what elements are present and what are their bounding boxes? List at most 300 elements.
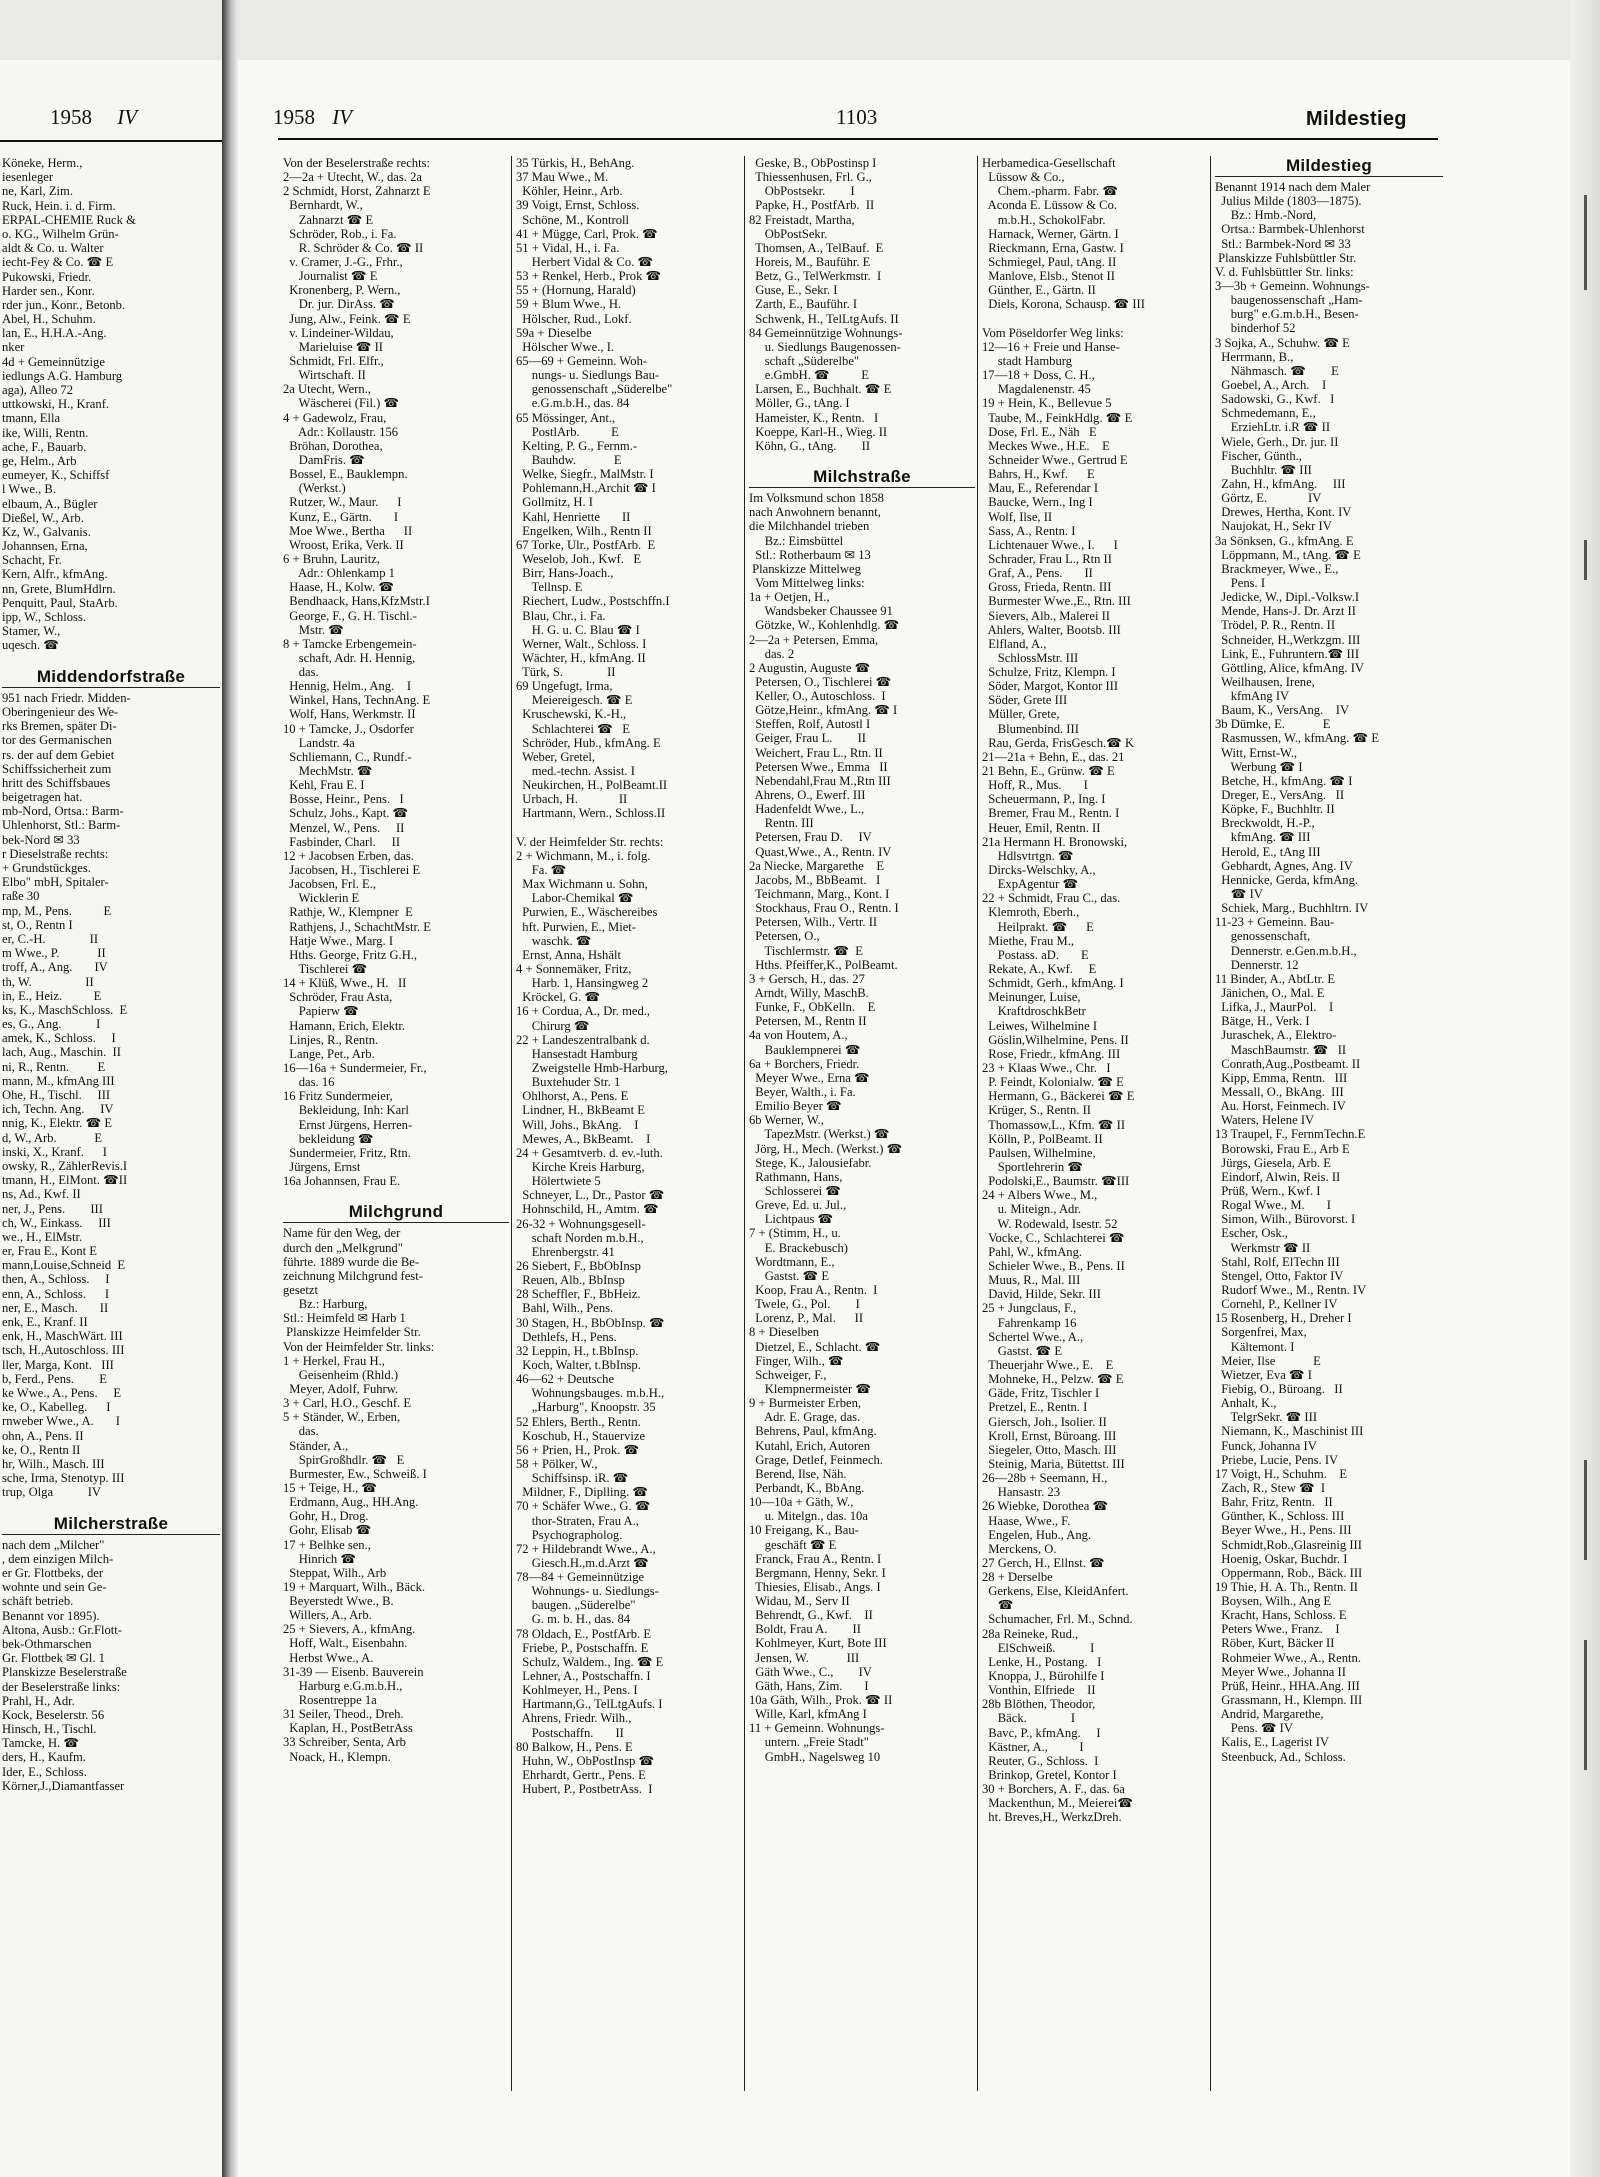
directory-entry-line: untern. „Freie Stadt" [749, 1735, 869, 1750]
directory-entry-line: Hoenig, Oskar, Buchdr. I [1215, 1551, 1348, 1566]
directory-entry-line: Blumenbind. III [982, 721, 1079, 736]
directory-entry-line: Rasmussen, W., kfmAng. ☎ E [1215, 731, 1380, 746]
directory-entry-line: ch, W., Einkass. III [2, 1215, 111, 1230]
directory-entry-line: Schulz, Johs., Kapt. ☎ [283, 806, 409, 821]
directory-entry-line: MechMstr. ☎ [283, 764, 373, 779]
directory-entry-line: Tischlermstr. ☎ E [749, 943, 864, 958]
directory-entry-line: ipp, W., Schloss. [2, 610, 86, 624]
directory-entry-line: schaft, Adr. H. Hennig, [283, 650, 416, 665]
right-page-edge [1570, 0, 1600, 2177]
header-rule [278, 138, 1438, 140]
directory-entry-line: Trödel, P. R., Rentn. II [1215, 618, 1336, 633]
directory-entry-line: Dose, Frl. E., Näh E [982, 424, 1097, 439]
directory-entry-line: Götzke, W., Kohlenhdlg. ☎ [749, 618, 900, 633]
directory-entry-line: Planskizze Mittelweg [749, 561, 861, 576]
directory-entry-line: Wohnungs- u. Siedlungs- [516, 1584, 659, 1599]
directory-entry-line: Hölertwiete 5 [516, 1174, 601, 1189]
directory-entry-line: mann,Louise,Schneid E [2, 1258, 126, 1273]
directory-entry-line: inski, X., Kranf. I [2, 1144, 107, 1159]
directory-entry-line: ☎ IV [1215, 887, 1263, 902]
directory-entry-line: Fiebig, O., Büroang. II [1215, 1381, 1343, 1396]
directory-entry-line: Ohlhorst, A., Pens. E [516, 1089, 629, 1104]
directory-entry-line: zeichnung Milchgrund fest- [283, 1268, 423, 1283]
directory-entry-line: Benannt 1914 nach dem Maler [1215, 180, 1371, 194]
directory-entry-line: 951 nach Friedr. Midden- [2, 690, 131, 705]
directory-entry-line: Rathmann, Hans, [749, 1169, 843, 1184]
directory-entry-line: 56 + Prien, H., Prok. ☎ [516, 1442, 640, 1457]
directory-entry-line: Ohe, H., Tischl. III [2, 1088, 111, 1102]
directory-entry-line: Ernst, Anna, Hshält [516, 947, 621, 962]
directory-entry-line: ge, Helm., Arb [2, 453, 77, 468]
directory-entry-line: Kalis, E., Lagerist IV [1215, 1735, 1330, 1750]
directory-entry-line: 17 + Belhke sen., [283, 1537, 371, 1552]
directory-entry-line: Werkmstr ☎ II [1215, 1240, 1311, 1255]
directory-entry-line: Ehrhardt, Gertr., Pens. E [516, 1768, 646, 1783]
directory-entry-line: Bremer, Frau M., Rentn. I [982, 806, 1120, 821]
directory-entry-line: iesenleger [2, 170, 54, 185]
directory-entry-line: Hadenfeldt Wwe., L., [749, 802, 865, 817]
directory-entry-line: Sorgenfrei, Max, [1215, 1325, 1307, 1340]
directory-entry-line: Jacobsen, Frl. E., [283, 877, 377, 892]
directory-entry-line: Mende, Hans-J. Dr. Arzt II [1215, 604, 1356, 619]
directory-entry-line: Knoppa, J., Bürohilfe I [982, 1669, 1105, 1684]
directory-entry-line: Simon, Wilh., Bürovorst. I [1215, 1212, 1356, 1227]
directory-entry-line: 7 + (Stimm, H., u. [749, 1226, 841, 1241]
directory-entry-line: Funck, Johanna IV [1215, 1438, 1317, 1453]
directory-entry-line: Schneyer, L., Dr., Pastor ☎ [516, 1188, 665, 1203]
directory-entry-line: 32 Leppin, H., t.BbInsp. [516, 1343, 639, 1358]
directory-entry-line: o. KG., Wilhelm Grün- [2, 226, 119, 241]
directory-entry-line: Stl.: Heimfeld ✉ Harb 1 [283, 1311, 406, 1326]
directory-entry-line: 4 + Gadewolz, Frau, [283, 410, 387, 425]
directory-entry-line: Rentn. III [749, 816, 814, 831]
directory-entry-line: Mackenthun, M., Meierei☎ [982, 1796, 1134, 1811]
directory-entry-line: Planskizze Beselerstraße [2, 1665, 127, 1680]
directory-entry-line: waschk. ☎ [516, 933, 592, 948]
directory-entry-line: wohnte und sein Ge- [2, 1580, 107, 1595]
directory-entry-line: Uhlenhorst, Stl.: Barm- [2, 818, 121, 833]
directory-entry-line: er, C.-H. II [2, 931, 99, 946]
directory-entry-line: 59a + Dieselbe [516, 325, 592, 340]
directory-entry-line: ders, H., Kaufm. [2, 1750, 86, 1765]
directory-entry-line: Pohlemann,H.,Archit ☎ I [516, 481, 656, 496]
directory-entry-line: rks Bremen, später Di- [2, 719, 117, 734]
directory-entry-line: Hamann, Erich, Elektr. [283, 1018, 406, 1033]
street-heading: Milchstraße [749, 467, 975, 488]
directory-entry-line: ElSchweiß. I [982, 1640, 1095, 1655]
directory-entry-line: Wietzer, Eva ☎ I [1215, 1367, 1312, 1382]
directory-entry-line: Hölscher, Rud., Lokf. [516, 311, 632, 326]
directory-entry-line: Baum, K., VersAng. IV [1215, 703, 1350, 718]
directory-entry-line: Taube, M., FeinkHdlg. ☎ E [982, 410, 1133, 425]
directory-entry-line: Miethe, Frau M., [982, 933, 1074, 948]
directory-entry-line: Schmidt, Gerh., kfmAng. I [982, 976, 1124, 991]
directory-entry-line: 65 Mössinger, Ant., [516, 410, 616, 425]
directory-entry-line: ObPostSekr. [749, 226, 828, 241]
directory-entry-line: Conrath,Aug.,Postbeamt. II [1215, 1056, 1361, 1071]
directory-entry-line: 26 Wiebke, Dorothea ☎ [982, 1499, 1109, 1514]
edge-tab-mark [1584, 1640, 1587, 1770]
directory-entry-line: Körner,J.,Diamantfasser [2, 1778, 125, 1793]
directory-entry-line: 11 Binder, A., AbtLtr. E [1215, 971, 1336, 986]
left-header-volume: IV [117, 105, 138, 129]
directory-entry-line: W. Rodewald, Isestr. 52 [982, 1216, 1118, 1231]
directory-entry-line: Behrens, Paul, kfmAng. [749, 1424, 877, 1439]
directory-entry-line: SchlossMstr. III [982, 650, 1079, 665]
directory-entry-line: Ahlers, Walter, Bootsb. III [982, 622, 1121, 637]
directory-entry-line: hft. Purwien, E., Miet- [516, 919, 636, 934]
directory-entry-line: 22 + Landeszentralbank d. [516, 1032, 650, 1047]
directory-entry-line: Rekate, A., Kwf. E [982, 962, 1097, 977]
directory-entry-line: 23 + Klaas Wwe., Chr. I [982, 1061, 1111, 1075]
directory-entry-line: Jänichen, O., Mal. E [1215, 986, 1325, 1001]
directory-entry-line: Friebe, P., Postschaffn. E [516, 1640, 649, 1655]
directory-entry-line: ni, R., Rentn. E [2, 1059, 106, 1074]
directory-entry-line: Pahl, W., kfmAng. [982, 1244, 1083, 1259]
directory-entry-line: Bauklempnerei ☎ [749, 1042, 861, 1057]
directory-entry-line: Jürgs, Giesela, Arb. E [1215, 1155, 1331, 1170]
directory-entry-line: Herbert Vidal & Co. ☎ [516, 254, 654, 269]
directory-entry-line: 12—16 + Freie und Hanse- [982, 339, 1120, 354]
directory-entry-line: 8 + Dieselben [749, 1325, 820, 1340]
column-separator-1 [511, 156, 512, 2091]
street-heading: Milchgrund [283, 1202, 509, 1223]
directory-entry-line: Reuter, G., Schloss. I [982, 1753, 1099, 1768]
directory-entry-line: ExpAgentur ☎ [982, 877, 1079, 892]
directory-entry-line: Gastst. ☎ E [982, 1343, 1063, 1358]
directory-entry-line: Benannt vor 1895). [2, 1608, 100, 1623]
directory-entry-line: uttkowski, H., Kranf. [2, 397, 110, 412]
directory-entry-line: ks, K., MaschSchloss. E [2, 1002, 128, 1017]
directory-entry-line: tsch, H.,Autoschloss. III [2, 1343, 125, 1358]
directory-entry-line: Planskizze Heimfelder Str. [283, 1325, 421, 1340]
directory-entry-line: Noack, H., Klempn. [283, 1749, 391, 1764]
directory-entry-line: ke, O., Kabelleg. I [2, 1400, 111, 1415]
directory-entry-line: rder jun., Konr., Betonb. [2, 297, 126, 312]
directory-entry-line: 39 Voigt, Ernst, Schloss. [516, 198, 640, 213]
directory-entry-line: Petersen, Frau D. IV [749, 830, 872, 845]
directory-entry-line: G. m. b. H., das. 84 [516, 1612, 631, 1627]
directory-entry-line: 53 + Renkel, Herb., Prok ☎ [516, 269, 662, 284]
directory-entry-line: ☎ [982, 1598, 1014, 1613]
directory-entry-line: Jensen, W. III [749, 1650, 860, 1665]
directory-entry-line: 70 + Schäfer Wwe., G. ☎ [516, 1499, 651, 1514]
directory-entry-line: Postschaffn. II [516, 1725, 624, 1740]
directory-entry-line: Werner, Walt., Schloss. I [516, 636, 647, 651]
directory-entry-line: Schwenk, H., TelLtgAufs. II [749, 311, 899, 326]
directory-entry-line: 1 + Herkel, Frau H., [283, 1353, 385, 1368]
directory-entry-line: schäft betrieb. [2, 1594, 74, 1609]
directory-entry-line: Stockhaus, Frau O., Rentn. I [749, 901, 899, 916]
directory-entry-line: Rosentreppe 1a [283, 1693, 377, 1708]
directory-entry-line: elbaum, A., Bügler [2, 496, 98, 511]
directory-entry-line: Harnack, Werner, Gärtn. I [982, 226, 1119, 241]
directory-entry-line: Widau, M., Serv II [749, 1594, 850, 1609]
directory-entry-line: then, A., Schloss. I [2, 1272, 110, 1287]
directory-entry-line: Huhn, W., ObPostInsp ☎ [516, 1753, 655, 1768]
directory-entry-line: Waters, Helene IV [1215, 1113, 1315, 1128]
directory-entry-line: th, W. II [2, 974, 94, 989]
directory-entry-line: 4d + Gemeinnützige [2, 354, 105, 369]
directory-entry-line: Manlove, Elsb., Stenot II [982, 269, 1115, 284]
directory-entry-line: Hameister, K., Rentn. I [749, 410, 879, 425]
directory-entry-line: P. Feindt, Kolonialw. ☎ E [982, 1075, 1124, 1090]
column-3 [749, 156, 975, 1764]
directory-entry-line: Mildner, F., Diplling. ☎ [516, 1485, 649, 1500]
directory-entry-line: Götze,Heinr., kfmAng. ☎ I [749, 703, 898, 718]
directory-entry-line: Marieluise ☎ II [283, 339, 383, 354]
directory-entry-line: ht. Breves,H., WerkzDreh. [982, 1810, 1122, 1825]
directory-entry-line: schaft „Süderelbe" [749, 353, 860, 368]
directory-entry-line: u. Siedlungs Baugenossen- [749, 339, 901, 354]
directory-entry-line: 41 + Mügge, Carl, Prok. ☎ [516, 226, 658, 241]
directory-entry-line: Hubert, P., PostbetrAss. I [516, 1782, 653, 1797]
directory-entry-line: Wicklerin E [283, 891, 360, 906]
directory-entry-line: geschäft ☎ E [749, 1537, 837, 1552]
directory-entry-line: med.-techn. Assist. I [516, 764, 635, 779]
directory-entry-line: 10—10a + Gäth, W., [749, 1495, 854, 1510]
directory-entry-line: Kehl, Frau E. I [283, 778, 365, 793]
directory-entry-line: Welke, Siegfr., MalMstr. I [516, 467, 654, 482]
directory-entry-line: Kutahl, Erich, Autoren [749, 1438, 871, 1453]
directory-entry-line: Dircks-Welschky, A., [982, 863, 1096, 878]
directory-entry-line: Lüssow & Co., [982, 170, 1065, 185]
directory-entry-line: Gohr, H., Drog. [283, 1509, 369, 1524]
directory-entry-line: Reuen, Alb., BbInsp [516, 1273, 625, 1288]
directory-entry-line: we., H., ElMstr. [2, 1229, 83, 1244]
directory-entry-line: ERPAL-CHEMIE Ruck & [2, 212, 136, 227]
directory-entry-line: Göttling, Alice, kfmAng. IV [1215, 660, 1365, 675]
directory-entry-line: 16 Fritz Sundermeier, [283, 1089, 393, 1104]
directory-entry-line: Vocke, C., Schlachterei ☎ [982, 1230, 1125, 1245]
directory-entry-line: Giersch, Joh., Isolier. II [982, 1414, 1107, 1429]
directory-entry-line: Journalist ☎ E [283, 269, 378, 284]
directory-entry-line: Krüger, S., Rentn. II [982, 1103, 1091, 1118]
directory-entry-line: Wroost, Erika, Verk. II [283, 537, 404, 552]
directory-entry-line: 11 + Gemeinn. Wohnungs- [749, 1721, 885, 1736]
directory-entry-line: es, G., Ang. I [2, 1017, 101, 1032]
directory-entry-line: ke, O., Rentn II [2, 1442, 81, 1457]
directory-entry-line: Ahrens, O., Ewerf. III [749, 788, 866, 803]
left-page-column [2, 156, 220, 1793]
directory-entry-line: Bosse, Heinr., Pens. I [283, 792, 404, 807]
directory-entry-line: Gross, Frieda, Rentn. III [982, 580, 1112, 595]
directory-entry-line: 15 + Teige, H., ☎ [283, 1480, 378, 1495]
directory-entry-line: Larsen, E., Buchhalt. ☎ E [749, 382, 892, 397]
directory-entry-line: Willers, A., Arb. [283, 1608, 372, 1623]
directory-entry-line: 37 Mau Wwe., M. [516, 170, 609, 185]
directory-entry-line: Hartmann, Wern., Schloss.II [516, 806, 666, 821]
directory-entry-line: lan, E., H.H.A.-Ang. [2, 326, 107, 341]
directory-entry-line: Söder, Margot, Kontor III [982, 679, 1119, 694]
directory-entry-line: Tischlerei ☎ [283, 962, 368, 977]
directory-entry-line: Mau, E., Referendar I [982, 481, 1099, 496]
directory-entry-line: Goebel, A., Arch. I [1215, 377, 1327, 392]
directory-entry-line: Steinig, Maria, Bütettst. III [982, 1456, 1125, 1471]
directory-entry-line: Beyer, Walth., i. Fa. [749, 1085, 856, 1099]
directory-entry-line: Bendhaack, Hans,KfzMstr.I [283, 594, 430, 609]
directory-entry-line: Kölln, P., PolBeamt. II [982, 1131, 1103, 1146]
directory-entry-line: 9 + Burmeister Erben, [749, 1396, 862, 1411]
directory-entry-line: Kern, Alfr., kfmAng. [2, 567, 108, 582]
directory-entry-line: Kaplan, H., PostBetrAss [283, 1721, 413, 1736]
directory-entry-line: Wolf, Ilse, II [982, 509, 1053, 524]
directory-entry-line: Rogal Wwe., M. I [1215, 1198, 1331, 1213]
directory-entry-line: Klempnermeister ☎ [749, 1381, 872, 1396]
directory-entry-line: 14 + Klüß, Wwe., H. II [283, 976, 407, 991]
directory-entry-line: Graf, A., Pens. II [982, 566, 1093, 581]
column-separator-2 [744, 156, 745, 2091]
directory-entry-line: Kohlmeyer, H., Pens. I [516, 1683, 638, 1698]
directory-entry-line: 31-39 — Eisenb. Bauverein [283, 1664, 424, 1679]
directory-entry-line: Schlachterei ☎ E [516, 721, 630, 736]
directory-entry-line: Hansestadt Hamburg [516, 1046, 638, 1061]
directory-entry-line: ns, Ad., Kwf. II [2, 1187, 81, 1202]
directory-entry-line: m.b.H., SchokolFabr. [982, 212, 1106, 227]
directory-entry-line: bekleidung ☎ [283, 1131, 374, 1146]
directory-entry-line: troff, A., Ang. IV [2, 960, 108, 975]
left-header-rule [0, 140, 222, 142]
directory-entry-line: Bz.: Harburg, [283, 1297, 368, 1312]
directory-entry-line: Zach, R., Stew ☎ I [1215, 1480, 1326, 1495]
directory-entry-line: 46—62 + Deutsche [516, 1372, 615, 1387]
directory-entry-line: GmbH., Nagelsweg 10 [749, 1749, 881, 1764]
directory-entry-line: Petersen, Wilh., Vertr. II [749, 915, 878, 930]
directory-entry-line: Harb. 1, Hansingweg 2 [516, 976, 649, 991]
right-header-volume: IV [332, 105, 353, 129]
directory-entry-line: Kock, Beselerstr. 56 [2, 1707, 105, 1722]
directory-entry-line: Herold, E., tAng III [1215, 844, 1321, 859]
directory-entry-line: , dem einzigen Milch- [2, 1551, 114, 1566]
directory-entry-line: Sass, A., Rentn. I [982, 523, 1076, 538]
directory-entry-line: Jung, Alw., Feink. ☎ E [283, 311, 411, 326]
directory-entry-line: Dreger, E., VersAng. II [1215, 788, 1345, 803]
directory-entry-line: Haase, H., Kolw. ☎ [283, 580, 395, 595]
directory-entry-line: V. d. Fuhlsbüttler Str. links: [1215, 264, 1354, 279]
directory-entry-line: Meckes Wwe., H.E. E [982, 438, 1110, 453]
directory-entry-line: Koschub, H., Stauervize [516, 1428, 646, 1443]
directory-entry-line: baugenossenschaft „Ham- [1215, 293, 1363, 308]
directory-entry-line [2, 1499, 220, 1513]
directory-entry-line: genossenschaft, [1215, 929, 1311, 944]
directory-entry-line: Priebe, Lucie, Pens. IV [1215, 1452, 1339, 1467]
directory-entry-line: hr, Wilh., Masch. III [2, 1456, 105, 1471]
directory-entry-line: Ahrens, Friedr. Wilh., [516, 1711, 632, 1726]
directory-entry-line: führte. 1889 wurde die Be- [283, 1254, 420, 1269]
directory-entry-line: amek, K., Schloss. I [2, 1031, 116, 1046]
directory-entry-line: TapezMstr. (Werkst.) ☎ [749, 1127, 890, 1142]
directory-entry-line: Kröckel, G. ☎ [516, 990, 601, 1005]
column-5 [1215, 156, 1443, 1764]
directory-entry-line: MaschBaumstr. ☎ II [1215, 1042, 1347, 1057]
directory-entry-line: Fischer, Günth., [1215, 448, 1302, 463]
directory-entry-line: Wohnungsbauges. m.b.H., [516, 1386, 665, 1401]
directory-entry-line: 80 Balkow, H., Pens. E [516, 1739, 633, 1754]
directory-entry-line: Betche, H., kfmAng. ☎ I [1215, 773, 1353, 788]
directory-entry-line: e.GmbH. ☎ E [749, 368, 869, 383]
directory-entry-line: H. G. u. C. Blau ☎ I [516, 622, 640, 637]
directory-entry-line: Oppermann, Rob., Bäck. III [1215, 1565, 1363, 1580]
directory-entry-line: Meyer, Adolf, Fuhrw. [283, 1381, 399, 1396]
directory-entry-line: Gollmitz, H. I [516, 495, 593, 510]
directory-entry-line: Hennig, Helm., Ang. I [283, 679, 412, 694]
directory-entry-line: 30 + Borchers, A. F., das. 6a [982, 1782, 1125, 1797]
directory-entry-line: das. 16 [283, 1075, 335, 1090]
directory-entry-line: Dietzel, E., Schlacht. ☎ [749, 1339, 881, 1354]
directory-entry-line: KraftdroschkBetr [982, 1004, 1086, 1019]
directory-entry-line: Gastst. ☎ E [749, 1268, 830, 1283]
directory-entry-line: Zahnarzt ☎ E [283, 212, 374, 227]
directory-entry-line: Thomsen, A., TelBauf. E [749, 240, 884, 255]
directory-entry-line: Lange, Pet., Arb. [283, 1046, 375, 1061]
directory-entry-line [516, 821, 742, 835]
directory-entry-line: Elbo" mbH, Spitaler- [2, 875, 109, 890]
directory-entry-line: Kroll, Ernst, Büroang. III [982, 1428, 1117, 1443]
street-heading: Mildestieg [1215, 156, 1443, 177]
directory-entry-line [749, 453, 975, 467]
directory-entry-line: Kruschewski, K.-H., [516, 707, 627, 722]
directory-entry-line: 28 Scheffler, F., BbHeiz. [516, 1287, 641, 1302]
street-heading: Middendorfstraße [2, 667, 220, 688]
directory-entry-line: aldt & Co. u. Walter [2, 241, 104, 256]
directory-entry-line: Koeppe, Karl-H., Wieg. II [749, 424, 888, 439]
directory-entry-line: Planskizze Fuhlsbüttler Str. [1215, 250, 1357, 265]
directory-entry-line: Möller, G., tAng. I [749, 396, 850, 411]
directory-entry-line: v. Cramer, J.-G., Frhr., [283, 254, 403, 269]
directory-entry-line: Meyer Wwe., Erna ☎ [749, 1070, 870, 1085]
directory-entry-line: 13 Traupel, F., FernmTechn.E [1215, 1127, 1366, 1142]
directory-entry-line: Köneke, Herm., [2, 156, 83, 170]
directory-entry-line: 21—21a + Behn, E., das. 21 [982, 749, 1125, 764]
directory-entry-line: Schulze, Fritz, Klempn. I [982, 665, 1116, 680]
directory-entry-line: Stege, K., Jalousiefabr. [749, 1155, 872, 1170]
directory-entry-line: Gebhardt, Agnes, Ang. IV [1215, 858, 1353, 873]
directory-entry-line: Anhalt, K., [1215, 1396, 1277, 1411]
directory-entry-line: SpirGroßhdlr. ☎ E [283, 1452, 405, 1467]
directory-entry-line: nker [2, 340, 25, 355]
directory-entry-line: Brinkop, Gretel, Kontor I [982, 1768, 1117, 1783]
directory-entry-line: Diels, Korona, Schausp. ☎ III [982, 297, 1145, 312]
directory-entry-line: Schmiegel, Paul, tAng. II [982, 254, 1117, 269]
directory-entry-line: d, W., Arb. E [2, 1130, 103, 1145]
directory-entry-line: Schrader, Frau L., Rtn II [982, 551, 1112, 566]
directory-entry-line: 15 Rosenberg, H., Dreher I [1215, 1311, 1352, 1326]
directory-entry-line: 52 Ehlers, Berth., Rentn. [516, 1414, 641, 1429]
directory-entry-line: Giesch.H.,m.d.Arzt ☎ [516, 1555, 649, 1570]
directory-entry-line: 10 + Tamcke, J., Osdorfer [283, 721, 414, 736]
directory-entry-line: Türk, S. II [516, 665, 616, 680]
directory-entry-line: Kunz, E., Gärtn. I [283, 509, 399, 524]
directory-entry-line: Kelting, P. G., Fernm.- [516, 438, 638, 453]
directory-entry-line: Oberingenieur des We- [2, 704, 119, 719]
directory-entry-line: Stamer, W., [2, 624, 61, 639]
directory-entry-line: 21a Hermann H. Bronowski, [982, 834, 1128, 849]
directory-entry-line: ke Wwe., A., Pens. E [2, 1385, 122, 1400]
directory-entry-line: Psychographolog. [516, 1527, 623, 1542]
directory-entry-line: 3—3b + Gemeinn. Wohnungs- [1215, 278, 1370, 293]
directory-entry-line: Schumacher, Frl. M., Schnd. [982, 1612, 1133, 1627]
directory-entry-line: Geisenheim (Rhld.) [283, 1367, 399, 1382]
directory-entry-line: Burmester Wwe.,E., Rtn. III [982, 594, 1131, 609]
directory-entry-line: Rathjens, J., SchachtMstr. E [283, 919, 431, 934]
directory-entry-line: Breckwoldt, H.-P., [1215, 816, 1315, 831]
directory-entry-line: Nebendahl,Frau M.,Rtn III [749, 773, 891, 788]
directory-entry-line: Gäde, Fritz, Tischler I [982, 1386, 1100, 1401]
directory-entry-line: Heilprakt. ☎ E [982, 919, 1094, 934]
page-number: 1103 [836, 105, 878, 129]
column-4 [982, 156, 1208, 1825]
directory-entry-line: 2—2a + Utecht, W., das. 2a [283, 170, 422, 185]
